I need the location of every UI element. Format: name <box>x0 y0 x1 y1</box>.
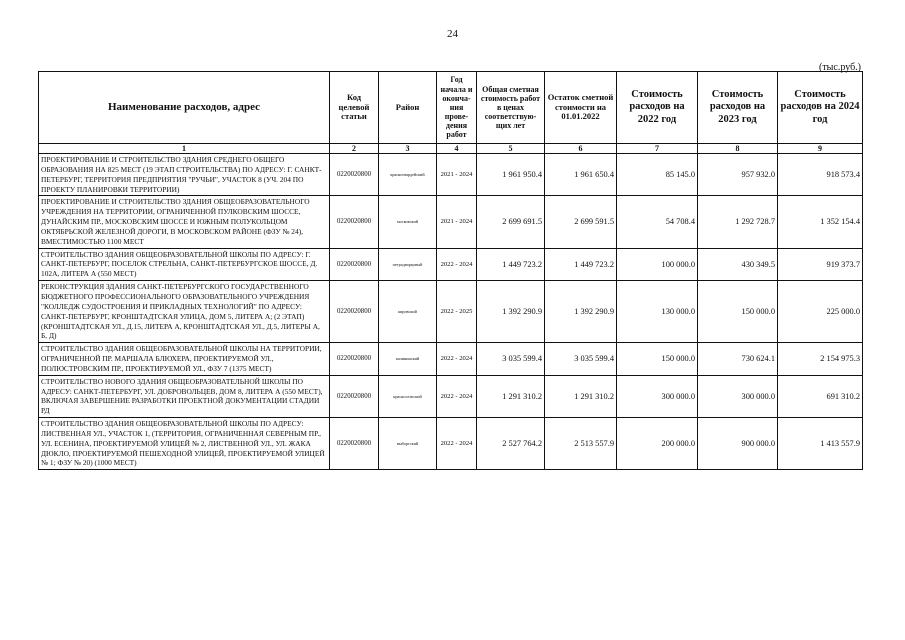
total-cost: 1 291 310.2 <box>477 375 545 417</box>
header-cost-2024: Стоимость расходов на 2024 год <box>778 72 863 144</box>
cost-2024: 1 352 154.4 <box>778 196 863 248</box>
cost-2024: 2 154 975.3 <box>778 343 863 376</box>
total-cost: 1 392 290.9 <box>477 281 545 343</box>
table-row <box>39 248 863 281</box>
expense-name: СТРОИТЕЛЬСТВО ЗДАНИЯ ОБЩЕОБРАЗОВАТЕЛЬНОЙ ШКОЛЫ ПО АДРЕСУ: Г. САНКТ-ПЕТЕРБУРГ, ПОСЕЛОК СТРЕЛЬНА, САНКТ-ПЕТЕРБУРГСКОЕ ШОССЕ, Д. 102А, ЛИТЕРА А (550 МЕСТ) <box>39 248 330 281</box>
table-row <box>39 154 863 196</box>
district: кировский <box>379 281 437 343</box>
total-cost: 2 527 764.2 <box>477 418 545 470</box>
district: красносельский <box>379 375 437 417</box>
cost-2023: 1 292 728.7 <box>698 196 778 248</box>
district: петродворцовый <box>379 248 437 281</box>
expense-name: СТРОИТЕЛЬСТВО НОВОГО ЗДАНИЯ ОБЩЕОБРАЗОВАТЕЛЬНОЙ ШКОЛЫ ПО АДРЕСУ: САНКТ-ПЕТЕРБУРГ, УЛ. ДОБРОВОЛЬЦЕВ, ДОМ 8, ЛИТЕРА А (550 МЕСТ), ВКЛЮЧАЯ ЗАВЕРШЕНИЕ РАЗРАБОТКИ ПРОЕКТНОЙ ДОКУМЕНТАЦИИ СТАДИИ РД <box>39 375 330 417</box>
target-code: 0220020800 <box>330 418 379 470</box>
cost-2022: 54 708.4 <box>617 196 698 248</box>
cost-2023: 957 932.0 <box>698 154 778 196</box>
cost-2022: 150 000.0 <box>617 343 698 376</box>
header-years: Год начала и оконча-ния прове-дения работ <box>437 72 477 144</box>
column-number: 9 <box>778 144 863 154</box>
target-code: 0220020800 <box>330 281 379 343</box>
column-number: 2 <box>330 144 379 154</box>
total-cost: 1 961 950.4 <box>477 154 545 196</box>
header-cost-2023: Стоимость расходов на 2023 год <box>698 72 778 144</box>
remainder: 1 291 310.2 <box>545 375 617 417</box>
column-number: 4 <box>437 144 477 154</box>
column-number: 8 <box>698 144 778 154</box>
expense-name: РЕКОНСТРУКЦИЯ ЗДАНИЯ САНКТ-ПЕТЕРБУРГСКОГО ГОСУДАРСТВЕННОГО БЮДЖЕТНОГО ПРОФЕССИОНАЛЬНОГО ОБРАЗОВАТЕЛЬНОГО УЧРЕЖДЕНИЯ "КОЛЛЕДЖ СУДОСТРОЕНИЯ И ПРИКЛАДНЫХ ТЕХНОЛОГИЙ" ПО АДРЕСУ: САНКТ-ПЕТЕРБУРГ, КРОНШТАДТСКАЯ УЛИЦА, ДОМ 5, ЛИТЕРА А; (2 ЭТАП) (КРОНШТАДТСКАЯ УЛ., Д.15, ЛИТЕРА А, КРОНШТАДТСКАЯ УЛ., Д.5, ЛИТЕРЫ А, Б, Д) <box>39 281 330 343</box>
remainder: 1 961 650.4 <box>545 154 617 196</box>
remainder: 1 449 723.2 <box>545 248 617 281</box>
work-years: 2022 - 2025 <box>437 281 477 343</box>
cost-2022: 100 000.0 <box>617 248 698 281</box>
units-label: (тыс.руб.) <box>818 62 861 73</box>
target-code: 0220020800 <box>330 154 379 196</box>
page-number: 24 <box>447 28 458 40</box>
header-district: Район <box>379 72 437 144</box>
table-row <box>39 343 863 376</box>
district: калининский <box>379 343 437 376</box>
cost-2023: 900 000.0 <box>698 418 778 470</box>
column-number: 3 <box>379 144 437 154</box>
district: красногвардейский <box>379 154 437 196</box>
expense-name: СТРОИТЕЛЬСТВО ЗДАНИЯ ОБЩЕОБРАЗОВАТЕЛЬНОЙ ШКОЛЫ ПО АДРЕСУ: ЛИСТВЕННАЯ УЛ., УЧАСТОК 1, (ТЕРРИТОРИЯ, ОГРАНИЧЕННАЯ СЕВЕРНЫМ ПР., УЛ. ЕСЕНИНА, ПРОЕКТИРУЕМОЙ УЛИЦЕЙ № 2, ЛИСТВЕННОЙ УЛ., УЛ. ЖАКА ДЮКЛО, ПРОЕКТИРУЕМОЙ ПЕШЕХОДНОЙ УЛИЦЕЙ, ПРОЕКТИРУЕМОЙ УЛИЦЕЙ № 1; ФЗУ № 20) (1000 МЕСТ) <box>39 418 330 470</box>
table-row <box>39 281 863 343</box>
target-code: 0220020800 <box>330 248 379 281</box>
work-years: 2022 - 2024 <box>437 343 477 376</box>
total-cost: 3 035 599.4 <box>477 343 545 376</box>
cost-2022: 85 145.0 <box>617 154 698 196</box>
target-code: 0220020800 <box>330 343 379 376</box>
expense-name: ПРОЕКТИРОВАНИЕ И СТРОИТЕЛЬСТВО ЗДАНИЯ СРЕДНЕГО ОБЩЕГО ОБРАЗОВАНИЯ НА 825 МЕСТ (19 ЭТАП СТРОИТЕЛЬСТВА) ПО АДРЕСУ: Г. САНКТ-ПЕТЕРБУРГ, ТЕРРИТОРИЯ ПРЕДПРИЯТИЯ "РУЧЬИ", УЧАСТОК 8 (УЧ. 204 ПО ПРОЕКТУ ПЛАНИРОВКИ ТЕРРИТОРИИ) <box>39 154 330 196</box>
target-code: 0220020800 <box>330 375 379 417</box>
expenses-table <box>38 71 863 470</box>
cost-2024: 919 373.7 <box>778 248 863 281</box>
work-years: 2021 - 2024 <box>437 154 477 196</box>
target-code: 0220020800 <box>330 196 379 248</box>
remainder: 2 699 591.5 <box>545 196 617 248</box>
column-number: 7 <box>617 144 698 154</box>
cost-2022: 200 000.0 <box>617 418 698 470</box>
cost-2022: 300 000.0 <box>617 375 698 417</box>
cost-2023: 150 000.0 <box>698 281 778 343</box>
column-number-row <box>39 144 863 154</box>
cost-2023: 430 349.5 <box>698 248 778 281</box>
header-cost-2022: Стоимость расходов на 2022 год <box>617 72 698 144</box>
header-remainder: Остаток сметной стоимости на 01.01.2022 <box>545 72 617 144</box>
expense-name: ПРОЕКТИРОВАНИЕ И СТРОИТЕЛЬСТВО ЗДАНИЯ ОБЩЕОБРАЗОВАТЕЛЬНОГО УЧРЕЖДЕНИЯ НА ТЕРРИТОРИИ, ОГРАНИЧЕННОЙ ПУЛКОВСКИМ ШОССЕ, ДУНАЙСКИМ ПР., МОСКОВСКИМ ШОССЕ И ЮЖНЫМ ПОЛУКОЛЬЦОМ ОКТЯБРЬСКОЙ ЖЕЛЕЗНОЙ ДОРОГИ, В МОСКОВСКОМ РАЙОНЕ (ФЗУ № 24), ВМЕСТИМОСТЬЮ 1100 МЕСТ <box>39 196 330 248</box>
header-total-cost: Общая сметная стоимость работ в ценах соответствую-щих лет <box>477 72 545 144</box>
table-row <box>39 196 863 248</box>
remainder: 2 513 557.9 <box>545 418 617 470</box>
column-number: 1 <box>39 144 330 154</box>
table-row <box>39 375 863 417</box>
total-cost: 2 699 691.5 <box>477 196 545 248</box>
remainder: 1 392 290.9 <box>545 281 617 343</box>
column-number: 5 <box>477 144 545 154</box>
work-years: 2022 - 2024 <box>437 418 477 470</box>
district: выборгский <box>379 418 437 470</box>
cost-2024: 691 310.2 <box>778 375 863 417</box>
table-row <box>39 418 863 470</box>
work-years: 2022 - 2024 <box>437 248 477 281</box>
column-number: 6 <box>545 144 617 154</box>
cost-2024: 1 413 557.9 <box>778 418 863 470</box>
total-cost: 1 449 723.2 <box>477 248 545 281</box>
header-row <box>39 72 863 144</box>
header-code: Код целевой статьи <box>330 72 379 144</box>
cost-2023: 730 624.1 <box>698 343 778 376</box>
work-years: 2021 - 2024 <box>437 196 477 248</box>
remainder: 3 035 599.4 <box>545 343 617 376</box>
header-name: Наименование расходов, адрес <box>39 72 330 144</box>
cost-2023: 300 000.0 <box>698 375 778 417</box>
cost-2022: 130 000.0 <box>617 281 698 343</box>
cost-2024: 918 573.4 <box>778 154 863 196</box>
expense-name: СТРОИТЕЛЬСТВО ЗДАНИЯ ОБЩЕОБРАЗОВАТЕЛЬНОЙ ШКОЛЫ НА ТЕРРИТОРИИ, ОГРАНИЧЕННОЙ ПР. МАРШАЛА БЛЮХЕРА, ПРОЕКТИРУЕМОЙ УЛ., ПОЛЮСТРОВСКИМ ПР., ПРОЕКТИРУЕМОЙ УЛ., ФЗУ 7 (1375 МЕСТ) <box>39 343 330 376</box>
work-years: 2022 - 2024 <box>437 375 477 417</box>
district: московский <box>379 196 437 248</box>
cost-2024: 225 000.0 <box>778 281 863 343</box>
